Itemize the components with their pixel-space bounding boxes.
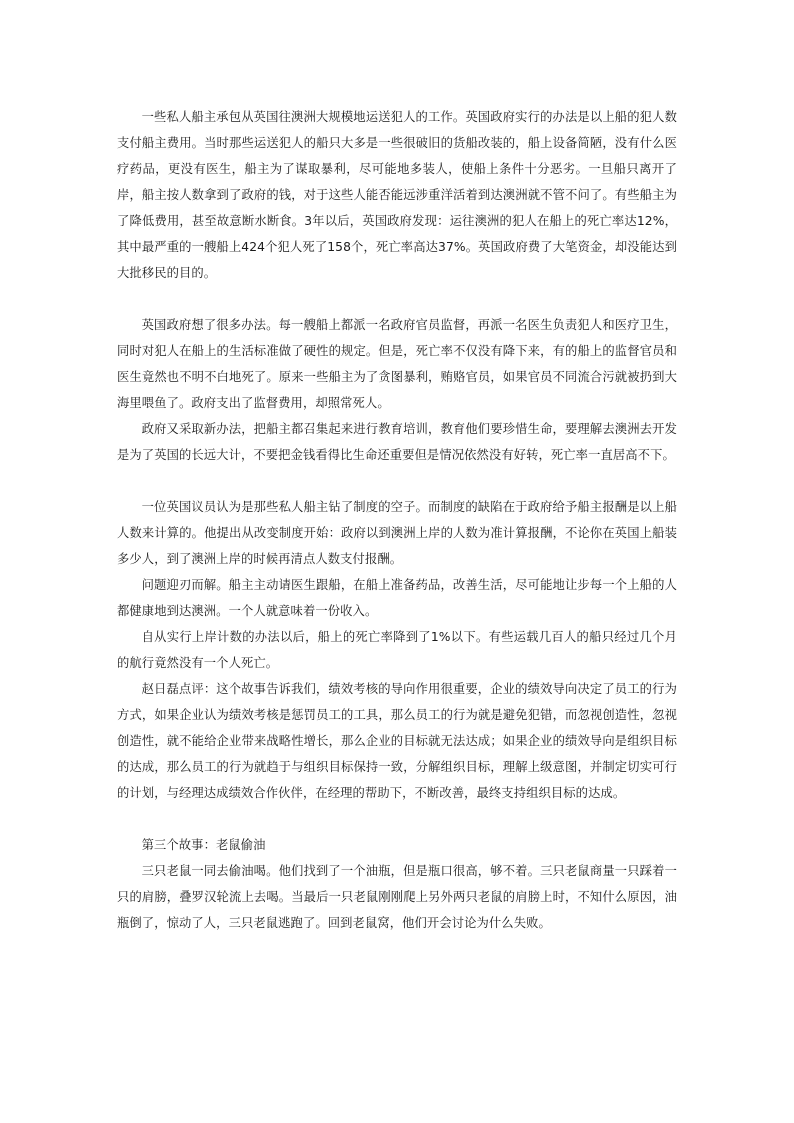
paragraph-education: 政府又采取新办法，把船主都召集起来进行教育培训，教育他们要珍惜生命，要理解去澳洲去开发是为了英国的长远大计，不要把金钱看得比生命还重要但是情况依然没有好转，死亡率一直居高不下。: [117, 422, 677, 462]
paragraph-convict-ships: 一些私人船主承包从英国往澳洲大规模地运送犯人的工作。英国政府实行的办法是以上船的犯人数支付船主费用。当时那些运送犯人的船只大多是一些很破旧的货船改装的，船上设备简陋，没有什么医疗药品，更没有医生，船主为了谋取暴利，尽可能地多装人，使船上条件十分恶劣。一旦船只离开了岸，船主按人数拿到了政府的钱，对于这些人能否能远涉重洋活着到达澳洲就不管不问了。有些船主为了降低费用，甚至故意断水断食。3年以后，英国政府发现：运往澳洲的犯人在船上的死亡率达12%，其中最严重的一艘船上424个犯人死了158个，死亡率高达37%。英国政府费了大笔资金，却没能达到大批移民的目的。: [117, 110, 677, 280]
body-text: [117, 104, 677, 936]
paragraph-gap: [117, 468, 677, 494]
paragraph-gap: [117, 286, 677, 312]
paragraph-solution: 问题迎刃而解。船主主动请医生跟船，在船上准备药品，改善生活，尽可能地让步每一个上船的人都健康地到达澳洲。一个人就意味着一份收入。: [117, 578, 677, 618]
paragraph-result: 自从实行上岸计数的办法以后，船上的死亡率降到了1%以下。有些运载几百人的船只经过几个月的航行竟然没有一个人死亡。: [117, 630, 677, 670]
paragraph-gap: [117, 806, 677, 832]
paragraph-system-change: 一位英国议员认为是那些私人船主钻了制度的空子。而制度的缺陷在于政府给予船主报酬是以上船人数来计算的。他提出从改变制度开始：政府以到澳洲上岸的人数为准计算报酬，不论你在英国上船装多少人，到了澳洲上岸的时候再清点人数支付报酬。: [117, 500, 677, 566]
story-heading: 第三个故事：老鼠偷油: [141, 838, 266, 852]
paragraph-commentary: 赵日磊点评：这个故事告诉我们，绩效考核的导向作用很重要，企业的绩效导向决定了员工的行为方式，如果企业认为绩效考核是惩罚员工的工具，那么员工的行为就是避免犯错，而忽视创造性，忽视创造性，就不能给企业带来战略性增长，那么企业的目标就无法达成；如果企业的绩效导向是组织目标的达成，那么员工的行为就趋于与组织目标保持一致，分解组织目标，理解上级意图，并制定切实可行的计划，与经理达成绩效合作伙伴，在经理的帮助下，不断改善，最终支持组织目标的达成。: [117, 682, 677, 800]
paragraph-mice-story: 三只老鼠一同去偷油喝。他们找到了一个油瓶，但是瓶口很高，够不着。三只老鼠商量一只踩着一只的肩膀，叠罗汉轮流上去喝。当最后一只老鼠刚刚爬上另外两只老鼠的肩膀上时，不知什么原因，油瓶倒了，惊动了人，三只老鼠逃跑了。回到老鼠窝，他们开会讨论为什么失败。: [117, 864, 677, 930]
paragraph-supervision: 英国政府想了很多办法。每一艘船上都派一名政府官员监督，再派一名医生负责犯人和医疗卫生，同时对犯人在船上的生活标准做了硬性的规定。但是，死亡率不仅没有降下来，有的船上的监督官员和医生竟然也不明不白地死了。原来一些船主为了贪图暴利，贿赂官员，如果官员不同流合污就被扔到大海里喂鱼了。政府支出了监督费用，却照常死人。: [117, 318, 677, 410]
